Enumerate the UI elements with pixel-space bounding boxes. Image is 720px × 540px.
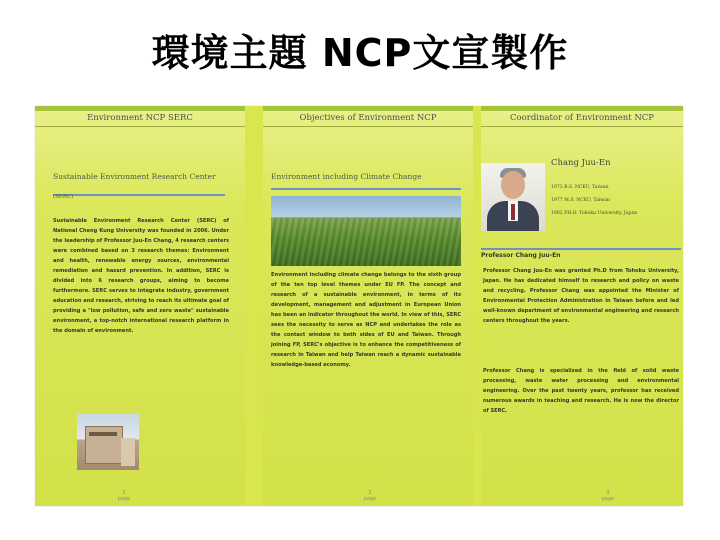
section-title: Sustainable Environment Research Center: [53, 172, 216, 181]
body-text: Sustainable Environment Research Center (SERC) of National Cheng Kung University was founded in 2006. Under the leadership of Professor Juu-En Chang, 4 research centers were combined based on 3 research themes: Environment and health, renewable energy sources, environmental remediation and hazard prevention. In addition, SERC is divided into 6 research groups, aiming to become furthermore. SERC serves to integrate industry, government education and research, striving to reach its ultimate goal of providing a "low pollution, safe and zero waste" sustainable environment, a top-notch international research platform in the domain of environment.: [53, 218, 229, 334]
brochure-page-2: [263, 106, 473, 506]
body-text: Environment including climate change belongs to the sixth group of the ten top level themes under EU FP. The concept and research of a sustainable environment, in terms of its development, management and adjustment in European Union has been an indicator throughout the world. In view of this, SERC sees the necessity to serve as NCP and undertakes the role as the contact window to both sides of EU and Taiwan. Through joining FP, SERC's objective is to enhance the competitiveness of research in Taiwan and help Taiwan reach a dynamic sustainable knowledge-based economy.: [271, 272, 461, 368]
section-abbr: (SERC): [53, 194, 74, 200]
cv-line: 1973 B.S. NCKU, Taiwan: [551, 185, 609, 190]
body-text-2: Professor Chang is specialized in the field of solid waste processing, waste water processing and environmental engineering. Over the past twenty years, professor has received numerous awards in teaching and research. He is now the director of SERC.: [483, 368, 679, 414]
body-text-1: Professor Chang Juu-En was granted Ph.D from Tohoku University, Japan. He has dedicated himself to research and policy on waste and recycling. Professor Chang was appointed the Minister of Environmental Protection Administration in Taiwan before and led well-known department of environmental engineering and research centers throughout the years.: [483, 268, 679, 324]
page-number: [355, 490, 385, 502]
page-number: [593, 490, 623, 502]
page-number: [109, 490, 139, 502]
page-header: Coordinator of Environment NCP: [510, 113, 654, 123]
page-header: Objectives of Environment NCP: [299, 113, 437, 123]
cv-line: 1982 PH.D. Tohoku University, Japan: [551, 211, 638, 216]
page-number-label: page: [601, 496, 615, 502]
section-underline: [53, 194, 225, 196]
page-top-bar: [263, 106, 473, 111]
header-divider: [35, 126, 245, 127]
section-title: Environment including Climate Change: [271, 172, 422, 181]
professor-label: Professor Chang Juu-En: [481, 252, 561, 259]
page-number-value: 3: [606, 490, 610, 496]
page-number-value: 2: [368, 490, 372, 496]
page-top-bar: [481, 106, 683, 111]
brochure-spread: [35, 106, 683, 506]
cv-line: 1977 M.S. NCKU, Taiwan: [551, 198, 610, 203]
page-number-label: page: [363, 496, 377, 502]
coordinator-name: Chang Juu-En: [551, 158, 611, 168]
page-top-bar: [35, 106, 245, 111]
portrait-photo: [481, 163, 545, 231]
header-divider: [481, 126, 683, 127]
section-underline: [481, 248, 681, 250]
page-number-value: 1: [122, 490, 126, 496]
header-divider: [263, 126, 473, 127]
building-photo: [77, 414, 139, 470]
page-header: Environment NCP SERC: [87, 113, 193, 123]
slide-title: 環境主題 NCP文宣製作: [151, 31, 569, 75]
field-photo: [271, 196, 461, 266]
brochure-page-1: [35, 106, 245, 506]
brochure-page-3: [481, 106, 683, 506]
page-number-label: page: [117, 496, 131, 502]
section-underline: [271, 188, 461, 190]
